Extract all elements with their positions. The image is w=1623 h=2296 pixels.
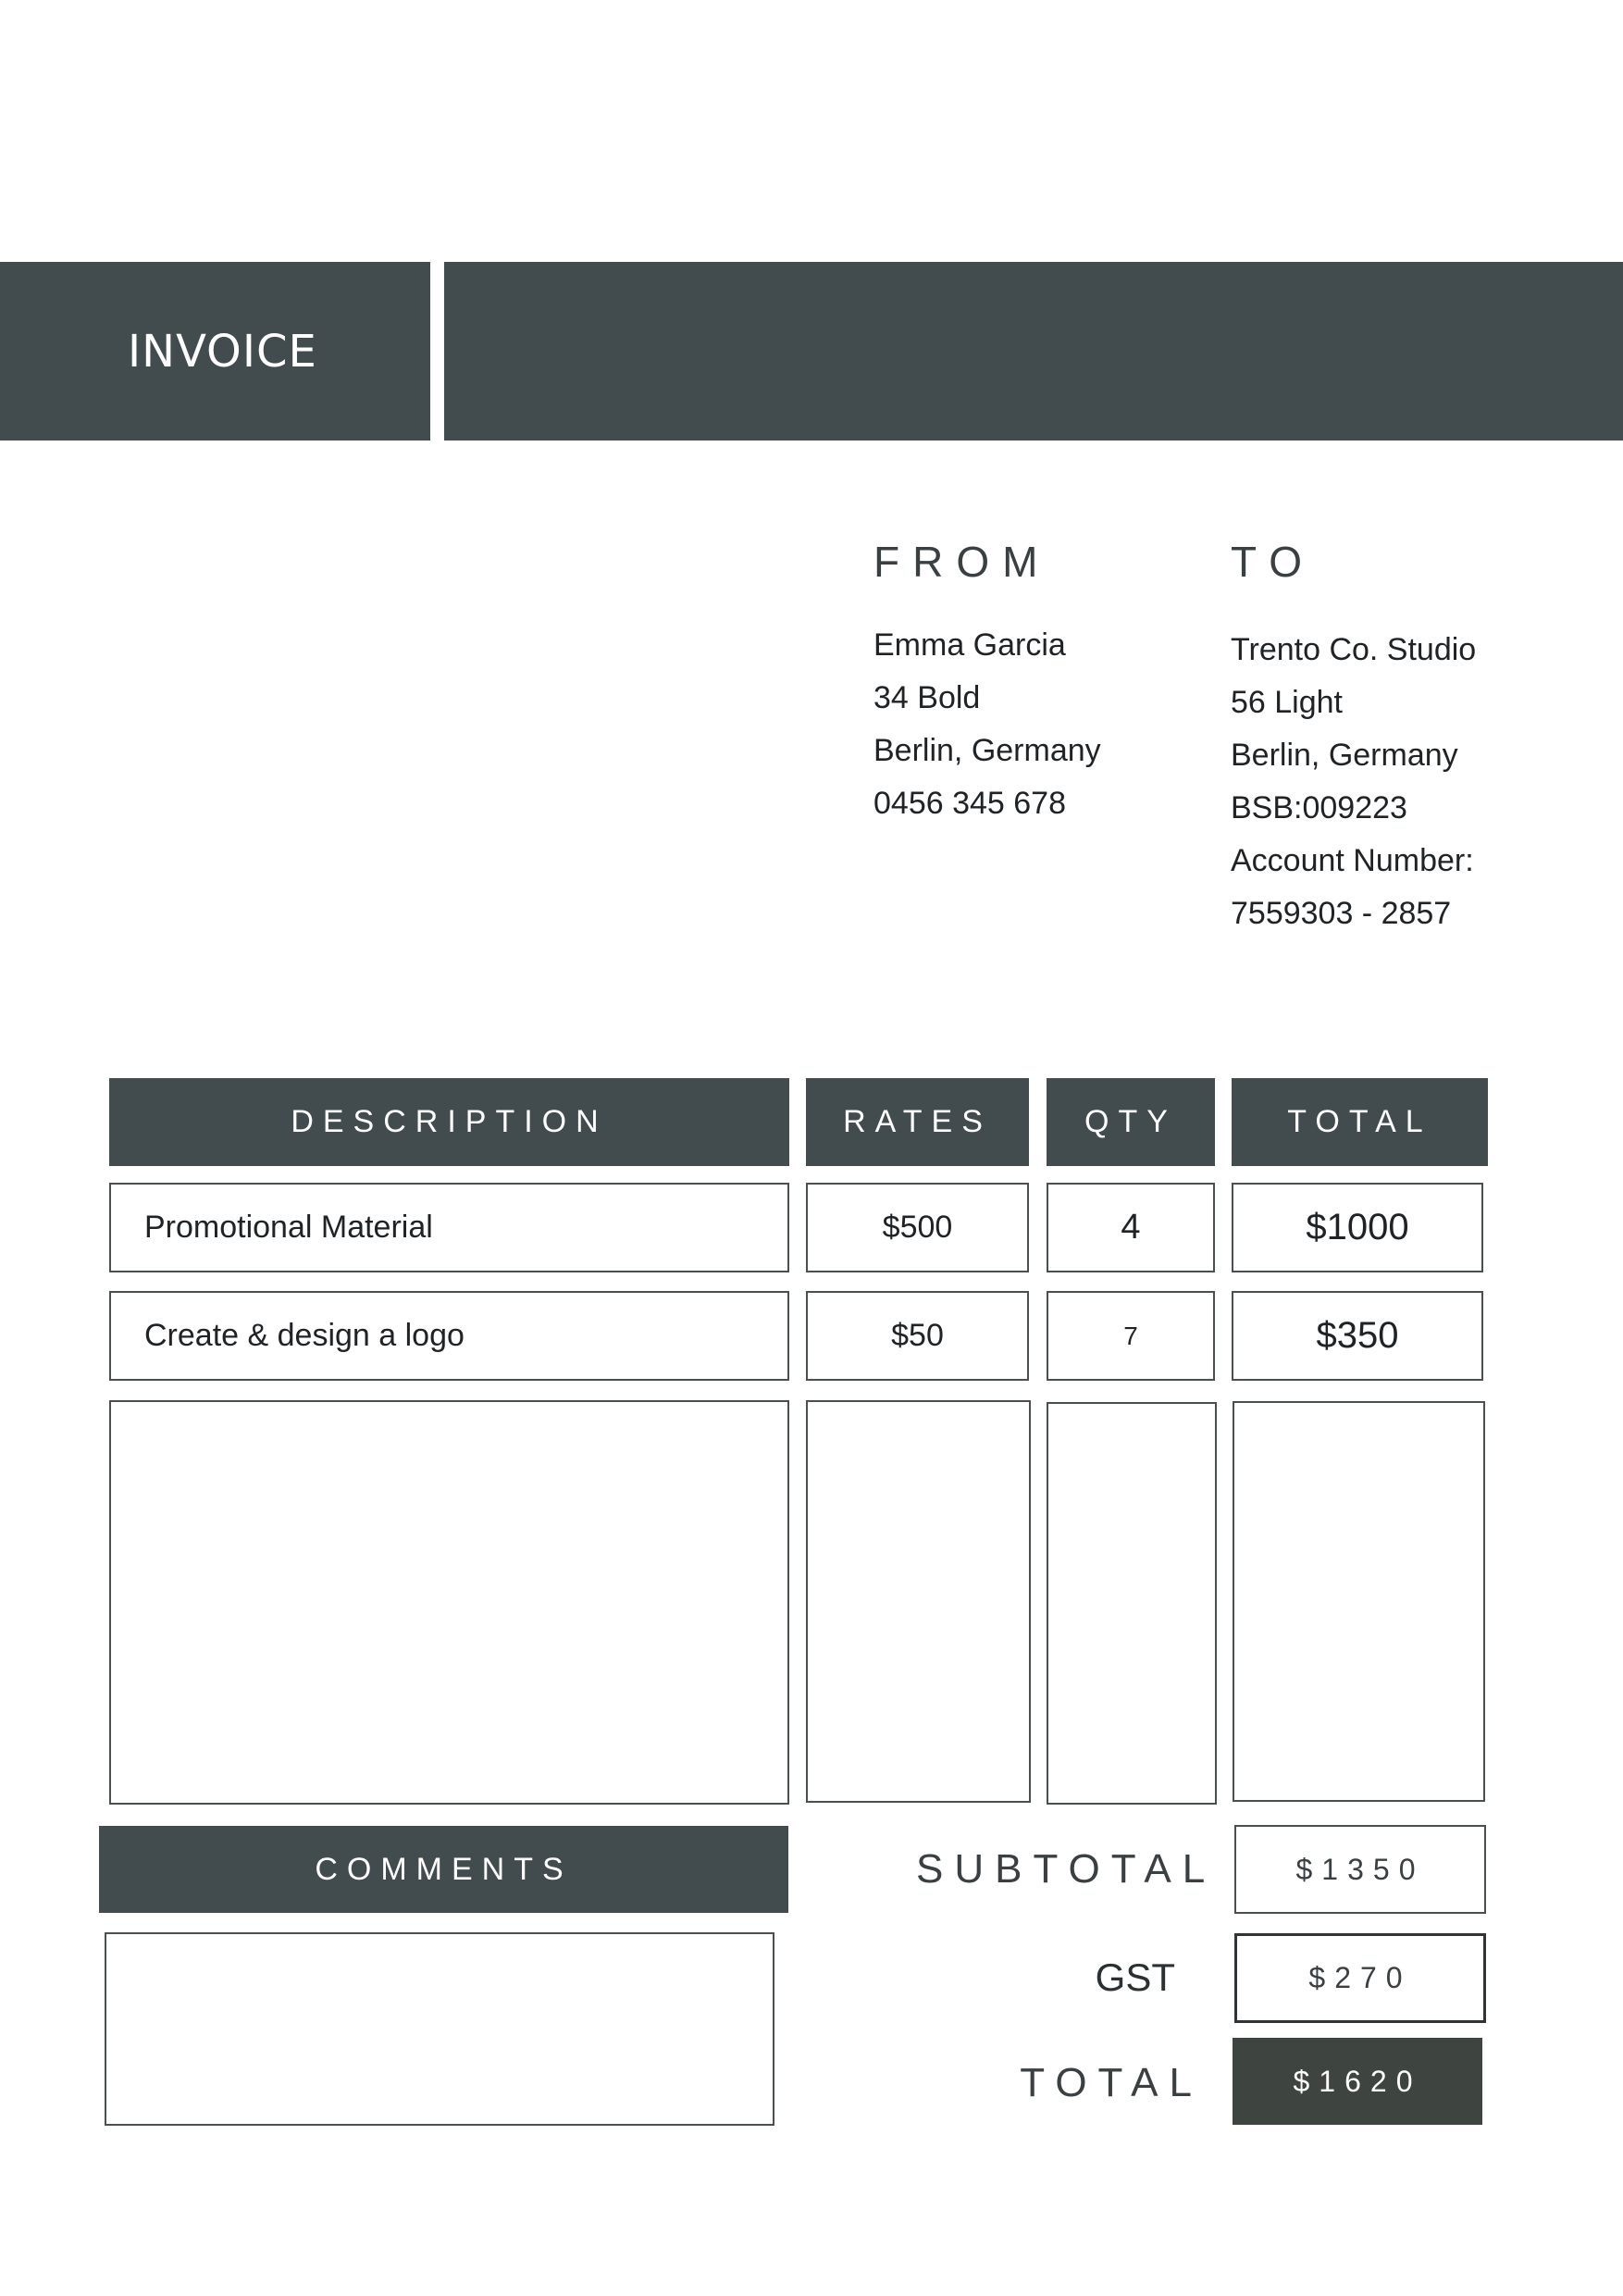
from-label: FROM [873, 538, 1051, 586]
empty-qty-cell [1047, 1402, 1217, 1805]
row1-rate: $500 [806, 1183, 1029, 1272]
to-label: TO [1231, 538, 1316, 586]
from-name: Emma Garcia [873, 627, 1066, 663]
header-total: TOTAL [1232, 1078, 1488, 1166]
comments-header: COMMENTS [99, 1826, 788, 1913]
to-account-number: 7559303 - 2857 [1231, 896, 1452, 931]
row2-rate: $50 [806, 1291, 1029, 1381]
gst-label: GST [1095, 1955, 1175, 1999]
from-address [873, 619, 1101, 830]
to-street: 56 Light [1231, 685, 1343, 720]
to-address [1231, 624, 1476, 940]
empty-rates-cell [806, 1400, 1031, 1803]
empty-description-cell [109, 1400, 789, 1805]
from-phone: 0456 345 678 [873, 786, 1066, 821]
total-label: TOTAL [1020, 2060, 1203, 2105]
invoice-title: INVOICE [128, 326, 317, 378]
comments-box[interactable] [105, 1932, 774, 2126]
from-street: 34 Bold [873, 680, 981, 715]
row1-total: $1000 [1232, 1183, 1483, 1272]
to-city: Berlin, Germany [1231, 738, 1458, 773]
header-description: DESCRIPTION [109, 1078, 789, 1166]
from-city: Berlin, Germany [873, 733, 1101, 768]
row2-description: Create & design a logo [109, 1291, 789, 1381]
to-company: Trento Co. Studio [1231, 632, 1477, 667]
gst-value: $270 [1234, 1933, 1486, 2023]
total-value: $1620 [1233, 2038, 1482, 2125]
row2-total: $350 [1232, 1291, 1483, 1381]
header-rates: RATES [806, 1078, 1029, 1166]
row2-qty: 7 [1047, 1291, 1215, 1381]
row1-qty: 4 [1047, 1183, 1215, 1272]
empty-total-cell [1233, 1401, 1485, 1802]
to-bsb: BSB:009223 [1231, 790, 1407, 825]
header-band-right [444, 262, 1623, 441]
subtotal-label: SUBTOTAL [916, 1846, 1217, 1892]
to-account-label: Account Number: [1231, 843, 1474, 878]
header-qty: QTY [1047, 1078, 1215, 1166]
subtotal-value: $1350 [1234, 1825, 1486, 1914]
row1-description: Promotional Material [109, 1183, 789, 1272]
